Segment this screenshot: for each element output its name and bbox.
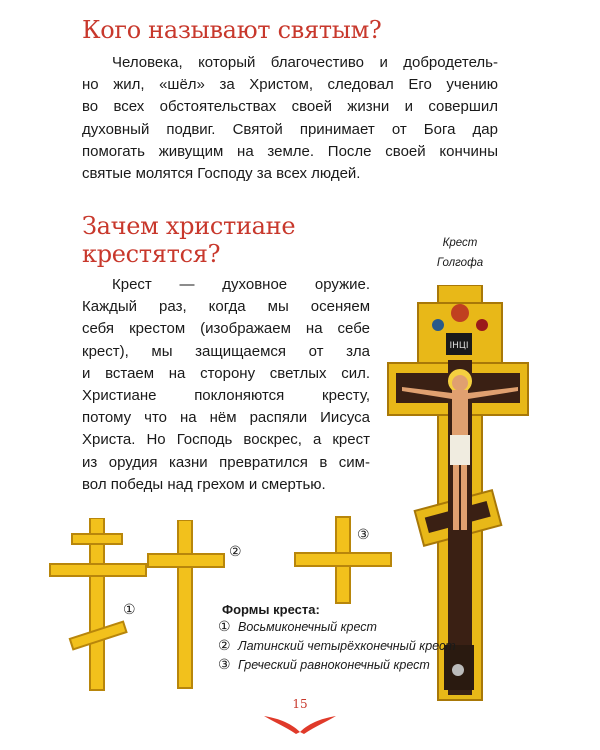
legend-title: Формы креста:: [222, 602, 320, 617]
greek-cross: [293, 515, 393, 605]
text-line: Каждый раз, когда мы осеняем: [82, 298, 370, 316]
legend-item: [218, 636, 456, 655]
text-line: но жил, «шёл» за Христом, следовал Его учению: [82, 76, 498, 94]
marker-1: ①: [123, 601, 136, 617]
text-line: помогать живущим на земле. После своей кончины: [82, 142, 498, 160]
crucifix-caption: [420, 233, 500, 273]
text-line: во всех обстоятельствах своей жизни и совершил: [82, 98, 498, 116]
latin-cross: [146, 520, 226, 690]
titulus-inscription: ІНЦІ: [449, 341, 469, 351]
text-line: и встаем на сторону светлых сил.: [82, 364, 370, 382]
heading-who-are-saints: Кого называют святым?: [82, 16, 382, 44]
text-line: Христа. Но Господь воскрес, а крест: [82, 431, 370, 449]
heading-line: крестятся?: [82, 240, 221, 268]
text-line: себя крестом (изображаем на себе: [82, 320, 370, 338]
caption-line: Голгофа: [436, 257, 484, 269]
heading-line: Зачем христиане: [82, 212, 296, 240]
legend-number: ③: [218, 656, 231, 672]
caption-line: Крест: [442, 237, 478, 249]
legend-number: ①: [218, 618, 231, 634]
legend-label: Восьмиконечный крест: [238, 620, 377, 634]
paragraph-cross: [82, 274, 370, 496]
text-line: из орудия казни превратился в сим-: [82, 453, 370, 471]
page-number: 15: [292, 697, 308, 711]
text-line: Человека, который благочестиво и добродетель-: [112, 54, 498, 71]
marker-3: ③: [357, 526, 370, 542]
text-line: крест), мы защищаемся от зла: [82, 342, 370, 360]
text-line: Христиане поклоняются кресту,: [82, 387, 370, 405]
marker-2: ②: [229, 543, 242, 559]
legend-number: ②: [218, 637, 231, 653]
heading-why-cross: [82, 212, 295, 268]
legend-item: [218, 655, 456, 674]
text-line: потому что на нём распяли Иисуса: [82, 409, 370, 427]
legend-label: Греческий равноконечный крест: [238, 658, 430, 672]
text-line: вол победы над грехом и смертью.: [82, 475, 326, 493]
legend-item: [218, 617, 456, 636]
cross-forms-legend: [218, 602, 456, 674]
legend-label: Латинский четырёхконечный крест: [238, 639, 456, 653]
text-line: святые молятся Господу за всех людей.: [82, 165, 361, 183]
paragraph-saints: [82, 52, 498, 185]
text-line: Крест — духовное оружие.: [112, 276, 370, 293]
text-line: духовный подвиг. Святой принимает от Бога дар: [82, 120, 498, 138]
wings-ornament-icon: [262, 712, 338, 734]
